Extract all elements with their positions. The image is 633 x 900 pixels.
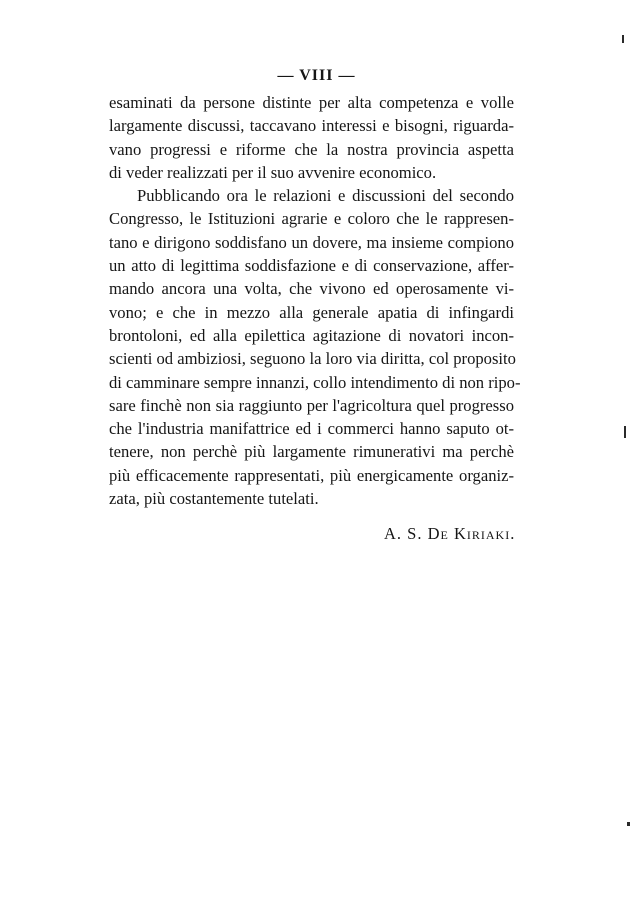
text-line: di camminare sempre innanzi, collo intendimento di non ripo-: [109, 372, 521, 392]
text-line: vono; e che in mezzo alla generale apatia di infingardi: [109, 302, 514, 322]
text-line: tenere, non perchè più largamente rimunerativi ma perchè: [109, 442, 514, 462]
body-text: [109, 91, 521, 510]
paragraph-start-line: Pubblicando ora le relazioni e discussioni del secondo: [137, 186, 514, 206]
text-line: di veder realizzati per il suo avvenire economico.: [109, 162, 437, 182]
text-line: largamente discussi, taccavano interessi e bisogni, riguarda-: [109, 116, 514, 136]
page-number-header: — VIII —: [277, 67, 356, 84]
scan-mark-bottom: [627, 822, 630, 826]
text-line: scienti od ambiziosi, seguono la loro via diritta, col proposito: [109, 349, 516, 369]
scan-mark-top: [622, 35, 624, 43]
text-line: mando ancora una volta, che vivono ed operosamente vi-: [109, 279, 514, 299]
text-line: brontoloni, ed alla epilettica agitazione di novatori incon-: [109, 325, 514, 345]
text-line: che l'industria manifattrice ed i commerci hanno saputo ot-: [109, 419, 514, 439]
text-line: vano progressi e riforme che la nostra provincia aspetta: [109, 139, 514, 159]
signature-initials: A. S.: [384, 524, 423, 543]
text-line: Congresso, le Istituzioni agrarie e coloro che le rappresen-: [109, 209, 514, 229]
scan-mark-middle: [624, 426, 626, 438]
text-line: sare finchè non sia raggiunto per l'agricoltura quel progresso: [109, 395, 514, 415]
text-line: esaminati da persone distinte per alta competenza e volle: [109, 93, 514, 112]
text-line: zata, più costantemente tutelati.: [109, 489, 319, 509]
signature-surname: De Kiriaki.: [427, 524, 516, 543]
signature: [384, 524, 515, 544]
text-line: tano e dirigono soddisfano un dovere, ma insieme compiono: [109, 232, 514, 252]
text-line: più efficacemente rappresentati, più energicamente organiz-: [109, 465, 514, 485]
text-line: un atto di legittima soddisfazione e di conservazione, affer-: [109, 256, 514, 276]
